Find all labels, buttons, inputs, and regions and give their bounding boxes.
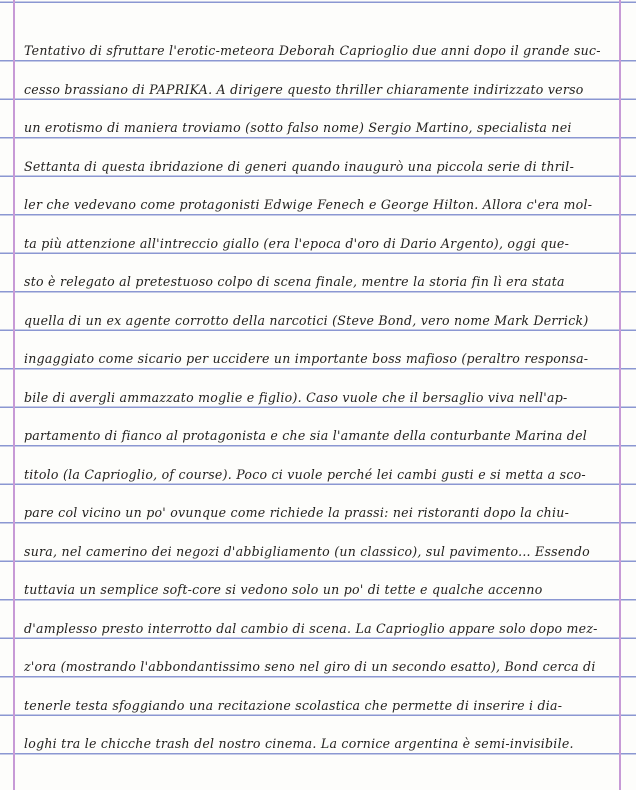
text-line: d'amplesso presto interrotto dal cambio di scena. La Caprioglio appare solo dopo mez-: [24, 620, 598, 636]
text-line: sto è relegato al pretestuoso colpo di scena finale, mentre la storia fin lì era stata: [24, 274, 565, 289]
text-line: partamento di fianco al protagonista e che sia l'amante della conturbante Marina del: [24, 428, 588, 443]
text-line: sura, nel camerino dei negozi d'abbigliamento (un classico), sul pavimento... Essendo: [24, 543, 590, 559]
text-line: z'ora (mostrando l'abbondantissimo seno nel giro di un secondo esatto), Bond cerca di: [24, 659, 596, 674]
text-line: Tentativo di sfruttare l'erotic-meteora Deborah Caprioglio due anni dopo il grande suc-: [24, 43, 601, 58]
text-line: bile di avergli ammazzato moglie e figlio). Caso vuole che il bersaglio viva nell'ap-: [24, 389, 568, 405]
text-line: ingaggiato come sicario per uccidere un importante boss mafioso (peraltro responsa-: [24, 351, 589, 366]
text-line: loghi tra le chicche trash del nostro cinema. La cornice argentina è semi-invisibile.: [24, 736, 574, 751]
text-line: titolo (la Caprioglio, of course). Poco ci vuole perché lei cambi gusti e si metta a sco-: [24, 466, 586, 482]
text-line: ler che vedevano come protagonisti Edwige Fenech e George Hilton. Allora c'era mol-: [24, 197, 593, 212]
text-line: ta più attenzione all'intreccio giallo (era l'epoca d'oro di Dario Argento), oggi que-: [24, 235, 570, 251]
text-line: cesso brassiano di PAPRIKA. A dirigere questo thriller chiaramente indirizzato verso: [24, 81, 584, 97]
handwritten-text: [24, 36, 620, 768]
text-line: pare col vicino un po' ovunque come richiede la prassi: nei ristoranti dopo la chiu-: [24, 505, 570, 520]
text-line: Settanta di questa ibridazione di generi quando inaugurò una piccola serie di thril-: [24, 158, 575, 174]
text-line: quella di un ex agente corrotto della narcotici (Steve Bond, vero nome Mark Derrick): [24, 312, 589, 328]
text-line: tenerle testa sfoggiando una recitazione scolastica che permette di inserire i dia-: [24, 697, 563, 713]
text-line: un erotismo di maniera troviamo (sotto falso nome) Sergio Martino, specialista nei: [24, 120, 572, 135]
left-margin-line: [13, 0, 15, 790]
text-line: tuttavia un semplice soft-core si vedono solo un po' di tette e qualche accenno: [24, 582, 543, 597]
